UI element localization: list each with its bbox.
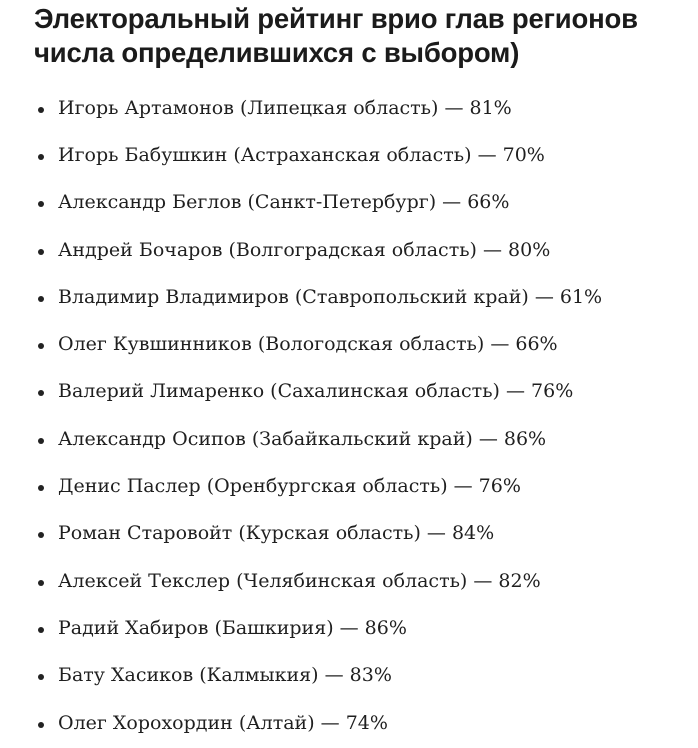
list-item-text: Игорь Бабушкин (Астраханская область) — 70% bbox=[58, 143, 545, 166]
bullet-icon bbox=[38, 485, 44, 491]
bullet-icon bbox=[38, 201, 44, 207]
list-item-text: Алексей Текслер (Челябинская область) — 82% bbox=[58, 569, 541, 592]
bullet-icon bbox=[38, 722, 44, 728]
bullet-icon bbox=[38, 627, 44, 633]
list-item-text: Олег Кувшинников (Вологодская область) — 66% bbox=[58, 333, 558, 356]
list-item-text: Денис Паслер (Оренбургская область) — 76% bbox=[58, 475, 521, 498]
bullet-icon bbox=[38, 674, 44, 680]
bullet-icon bbox=[38, 249, 44, 255]
list-item-text: Александр Беглов (Санкт-Петербург) — 66% bbox=[58, 191, 510, 214]
list-item-text: Валерий Лимаренко (Сахалинская область) — 76% bbox=[58, 380, 574, 403]
bullet-icon bbox=[38, 296, 44, 302]
title-line-1: Электоральный рейтинг врио глав регионов bbox=[34, 3, 638, 34]
page-title bbox=[34, 2, 698, 70]
bullet-icon bbox=[38, 390, 44, 396]
bullet-icon bbox=[38, 107, 44, 113]
bullet-icon bbox=[38, 343, 44, 349]
list-item-text: Радий Хабиров (Башкирия) — 86% bbox=[58, 616, 407, 639]
bullet-icon bbox=[38, 532, 44, 538]
list-item-text: Александр Осипов (Забайкальский край) — 86% bbox=[58, 427, 547, 450]
bullet-icon bbox=[38, 580, 44, 586]
title-line-2: числа определившихся с выбором) bbox=[34, 37, 520, 68]
bullet-icon bbox=[38, 154, 44, 160]
list-item-text: Владимир Владимиров (Ставропольский край) — 61% bbox=[58, 285, 603, 308]
list-item-text: Андрей Бочаров (Волгоградская область) — 80% bbox=[58, 238, 551, 261]
list-item-text: Игорь Артамонов (Липецкая область) — 81% bbox=[58, 96, 512, 119]
list-item-text: Роман Старовойт (Курская область) — 84% bbox=[58, 522, 495, 545]
list-item-text: Олег Хорохордин (Алтай) — 74% bbox=[58, 711, 388, 734]
list-item-text: Бату Хасиков (Калмыкия) — 83% bbox=[58, 664, 392, 687]
bullet-icon bbox=[38, 438, 44, 444]
